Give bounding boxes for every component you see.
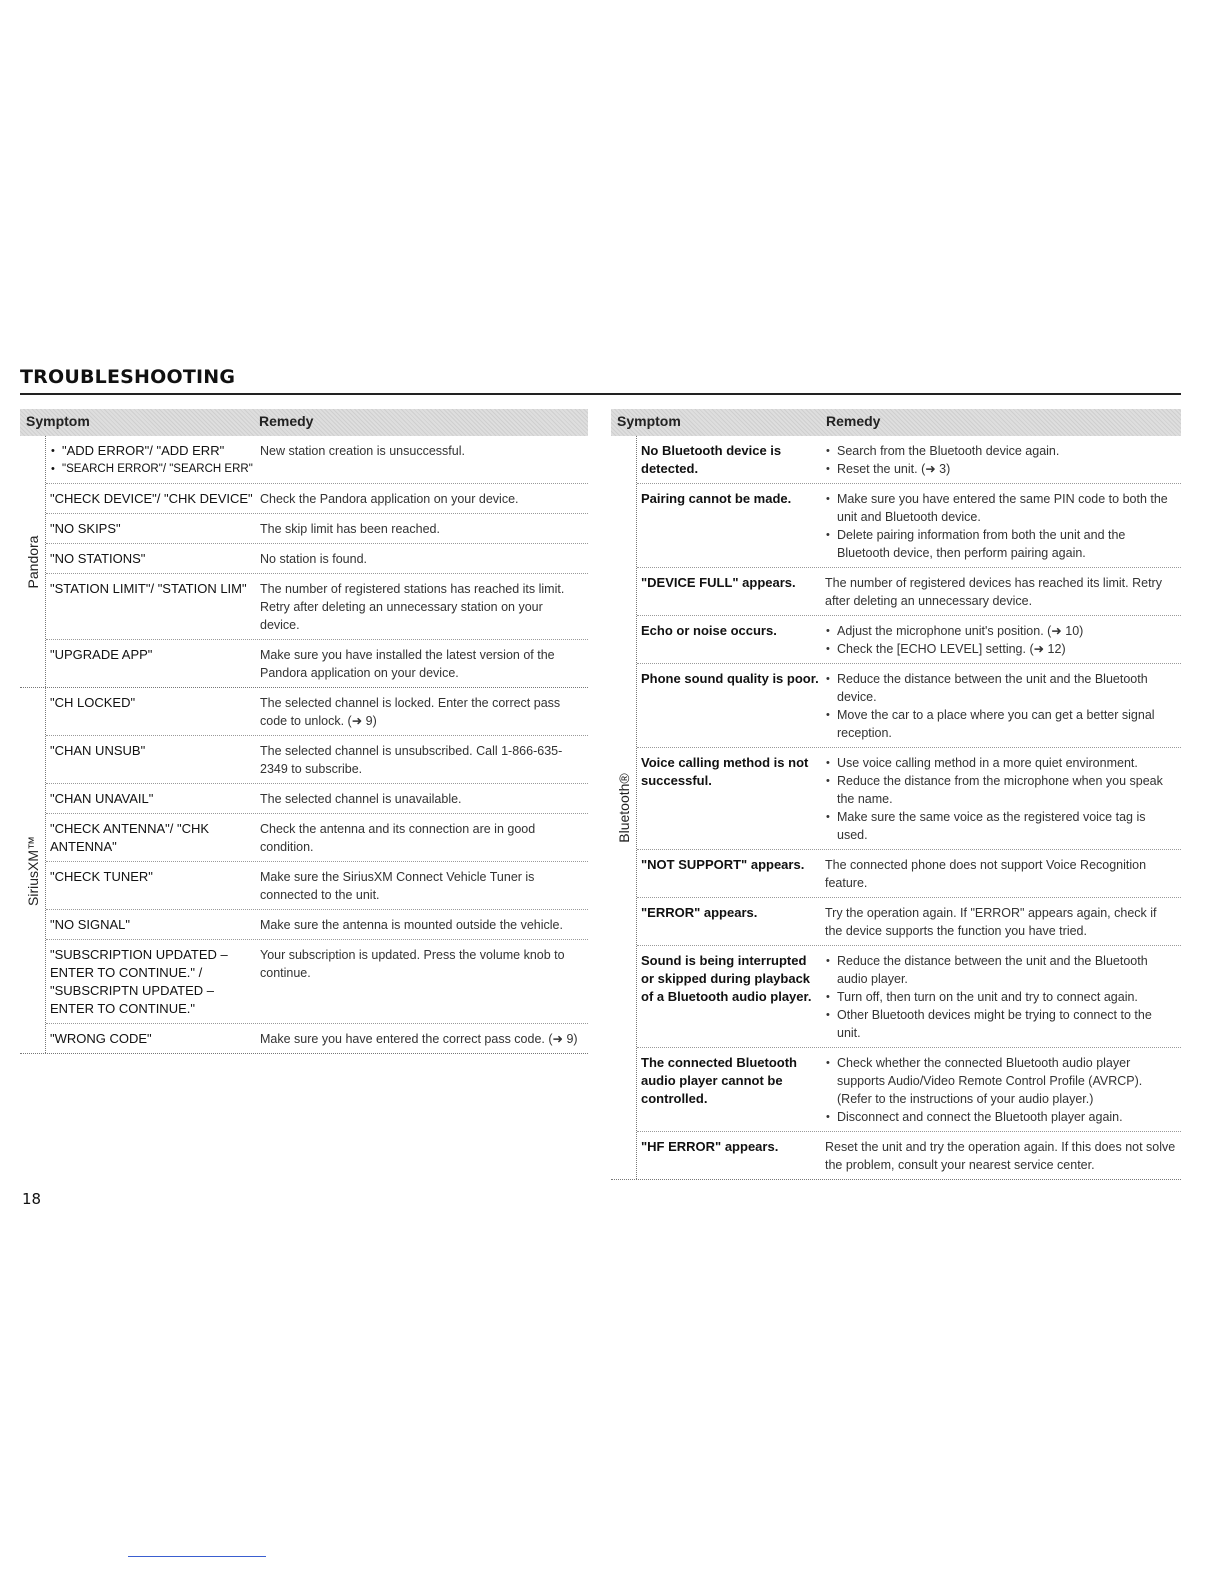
table-header (611, 409, 1181, 436)
remedy-list (825, 490, 1177, 562)
symptom-cell (46, 646, 260, 682)
remedy-text: The selected channel is unavailable. (260, 792, 462, 806)
remedy-item: • Adjust the microphone unit's position. (➜ 10) (825, 622, 1177, 640)
symptom-cell (46, 946, 260, 1018)
table-row (46, 640, 588, 687)
symptom-cell (46, 742, 260, 778)
remedy-cell (825, 670, 1181, 742)
table-row (637, 664, 1181, 748)
remedy-cell (260, 442, 588, 478)
symptom-cell (46, 820, 260, 856)
symptom-item: • "ADD ERROR"/ "ADD ERR" (50, 442, 254, 460)
remedy-item: • Reduce the distance between the unit and the Bluetooth device. (825, 670, 1177, 706)
remedy-text: The selected channel is locked. Enter the correct pass code to unlock. (➜ 9) (260, 696, 561, 728)
group-rows (46, 688, 588, 1053)
remedy-header: Remedy (826, 413, 881, 429)
table-row (637, 568, 1181, 616)
remedy-text: New station creation is unsuccessful. (260, 444, 465, 458)
symptom-text: "CHAN UNAVAIL" (50, 791, 154, 806)
remedy-cell (260, 868, 588, 904)
remedy-item: • Reduce the distance from the microphone when you speak the name. (825, 772, 1177, 808)
remedy-text: Make sure the antenna is mounted outside the vehicle. (260, 918, 563, 932)
table-group (20, 688, 588, 1054)
table-row (46, 784, 588, 814)
symptom-cell (637, 442, 825, 478)
remedy-item: • Reduce the distance between the unit and the Bluetooth audio player. (825, 952, 1177, 988)
group-rows (46, 436, 588, 687)
table-row (637, 1048, 1181, 1132)
symptom-cell (637, 754, 825, 844)
symptom-item: • "SEARCH ERROR"/ "SEARCH ERR" (50, 460, 254, 478)
symptom-cell (46, 916, 260, 934)
symptom-text: "CHECK DEVICE"/ "CHK DEVICE" (50, 491, 253, 506)
left-troubleshooting-table (20, 409, 588, 1054)
remedy-text: Make sure you have installed the latest version of the Pandora application on your device. (260, 648, 555, 680)
table-group (611, 436, 1181, 1180)
symptom-cell (637, 904, 825, 940)
symptom-text: Voice calling method is not successful. (641, 755, 809, 788)
remedy-item: • Other Bluetooth devices might be trying to connect to the unit. (825, 1006, 1177, 1042)
group-label (611, 436, 637, 1179)
symptom-text: "NO SKIPS" (50, 521, 121, 536)
remedy-item: • Check whether the connected Bluetooth audio player supports Audio/Video Remote Control Profile (AVRCP). (Refer to the instructions of your audio player.) (825, 1054, 1177, 1108)
symptom-cell (46, 580, 260, 634)
symptom-cell (46, 442, 260, 478)
remedy-cell (260, 790, 588, 808)
remedy-cell (825, 574, 1181, 610)
remedy-cell (825, 856, 1181, 892)
remedy-text: The skip limit has been reached. (260, 522, 440, 536)
symptom-cell (46, 868, 260, 904)
left-table-body (20, 436, 588, 1054)
group-label-text: SiriusXM™ (24, 835, 41, 906)
table-row (46, 814, 588, 862)
remedy-list (825, 1054, 1177, 1126)
group-label (20, 688, 46, 1053)
remedy-text: The number of registered stations has reached its limit. Retry after deleting an unnecessary station on your device. (260, 582, 565, 632)
remedy-cell (825, 1138, 1181, 1174)
remedy-cell (825, 622, 1181, 658)
symptom-text: "NO STATIONS" (50, 551, 146, 566)
remedy-text: Your subscription is updated. Press the volume knob to continue. (260, 948, 565, 980)
table-row (46, 574, 588, 640)
symptom-text: Sound is being interrupted or skipped during playback of a Bluetooth audio player. (641, 953, 812, 1004)
symptom-text: "CHAN UNSUB" (50, 743, 146, 758)
table-header (20, 409, 588, 436)
remedy-text: Make sure the SiriusXM Connect Vehicle Tuner is connected to the unit. (260, 870, 535, 902)
table-row (637, 1132, 1181, 1179)
table-row (46, 484, 588, 514)
table-row (46, 910, 588, 940)
remedy-cell (825, 1054, 1181, 1126)
right-table-body (611, 436, 1181, 1180)
symptom-cell (637, 490, 825, 562)
symptom-text: The connected Bluetooth audio player cannot be controlled. (641, 1055, 797, 1106)
table-row (637, 850, 1181, 898)
symptom-text: "HF ERROR" appears. (641, 1139, 779, 1154)
group-rows (637, 436, 1181, 1179)
remedy-cell (825, 904, 1181, 940)
remedy-text: No station is found. (260, 552, 368, 566)
remedy-cell (260, 520, 588, 538)
symptom-text: "SUBSCRIPTION UPDATED – ENTER TO CONTINUE." / "SUBSCRIPTN UPDATED – ENTER TO CONTINUE." (50, 947, 228, 1016)
remedy-item: • Reset the unit. (➜ 3) (825, 460, 1177, 478)
symptom-text: "WRONG CODE" (50, 1031, 152, 1046)
symptom-cell (46, 790, 260, 808)
symptom-cell (46, 490, 260, 508)
remedy-text: Check the antenna and its connection are in good condition. (260, 822, 536, 854)
symptom-text: No Bluetooth device is detected. (641, 443, 782, 476)
remedy-list (825, 442, 1177, 478)
remedy-list (825, 952, 1177, 1042)
remedy-cell (260, 742, 588, 778)
symptom-cell (637, 574, 825, 610)
symptom-cell (637, 622, 825, 658)
table-row (46, 436, 588, 484)
symptom-text: "CHECK TUNER" (50, 869, 153, 884)
table-row (637, 616, 1181, 664)
table-row (46, 862, 588, 910)
remedy-cell (260, 916, 588, 934)
remedy-cell (260, 550, 588, 568)
remedy-item: • Turn off, then turn on the unit and try to connect again. (825, 988, 1177, 1006)
table-row (637, 484, 1181, 568)
remedy-cell (260, 646, 588, 682)
remedy-cell (260, 820, 588, 856)
remedy-item: • Move the car to a place where you can get a better signal reception. (825, 706, 1177, 742)
symptom-cell (637, 670, 825, 742)
table-row (46, 688, 588, 736)
remedy-item: • Make sure the same voice as the registered voice tag is used. (825, 808, 1177, 844)
remedy-list (825, 622, 1177, 658)
symptom-cell (637, 1054, 825, 1126)
remedy-text: Make sure you have entered the correct pass code. (➜ 9) (260, 1032, 578, 1046)
page-title: TROUBLESHOOTING (20, 366, 236, 388)
group-label-text: Pandora (24, 535, 41, 588)
remedy-text: The number of registered devices has reached its limit. Retry after deleting an unnecessary device. (825, 576, 1162, 608)
table-row (637, 748, 1181, 850)
symptom-text: Pairing cannot be made. (641, 491, 792, 506)
symptom-text: Phone sound quality is poor. (641, 671, 819, 686)
footer-rule (128, 1556, 266, 1557)
table-row (46, 736, 588, 784)
table-row (637, 436, 1181, 484)
remedy-list (825, 670, 1177, 742)
right-troubleshooting-table (611, 409, 1181, 1180)
remedy-cell (260, 580, 588, 634)
table-row (46, 1024, 588, 1053)
table-row (637, 898, 1181, 946)
table-row (637, 946, 1181, 1048)
symptom-text: "NOT SUPPORT" appears. (641, 857, 805, 872)
remedy-list (825, 754, 1177, 844)
remedy-header: Remedy (259, 413, 314, 429)
remedy-cell (825, 952, 1181, 1042)
symptom-text: "CHECK ANTENNA"/ "CHK ANTENNA" (50, 821, 210, 854)
group-label (20, 436, 46, 687)
group-label-text: Bluetooth® (615, 772, 632, 843)
remedy-cell (260, 694, 588, 730)
remedy-text: Reset the unit and try the operation again. If this does not solve the problem, consult your nearest service center. (825, 1140, 1176, 1172)
remedy-cell (825, 490, 1181, 562)
remedy-cell (260, 490, 588, 508)
remedy-item: • Make sure you have entered the same PIN code to both the unit and Bluetooth device. (825, 490, 1177, 526)
symptom-cell (46, 550, 260, 568)
remedy-text: Try the operation again. If "ERROR" appears again, check if the device supports the function you have tried. (825, 906, 1157, 938)
remedy-cell (260, 946, 588, 1018)
symptom-cell (46, 694, 260, 730)
table-row (46, 544, 588, 574)
table-row (46, 940, 588, 1024)
symptom-text: "UPGRADE APP" (50, 647, 153, 662)
symptom-text: "NO SIGNAL" (50, 917, 131, 932)
remedy-item: • Check the [ECHO LEVEL] setting. (➜ 12) (825, 640, 1177, 658)
table-group (20, 436, 588, 688)
remedy-cell (260, 1030, 588, 1048)
remedy-item: • Search from the Bluetooth device again. (825, 442, 1177, 460)
remedy-text: The connected phone does not support Voice Recognition feature. (825, 858, 1147, 890)
remedy-cell (825, 442, 1181, 478)
symptom-cell (46, 520, 260, 538)
symptom-cell (637, 856, 825, 892)
remedy-text: Check the Pandora application on your device. (260, 492, 519, 506)
remedy-item: • Delete pairing information from both the unit and the Bluetooth device, then perform pairing again. (825, 526, 1177, 562)
page-number: 18 (22, 1190, 42, 1208)
symptom-text: Echo or noise occurs. (641, 623, 777, 638)
symptom-cell (637, 952, 825, 1042)
symptom-text: "DEVICE FULL" appears. (641, 575, 796, 590)
remedy-item: • Use voice calling method in a more quiet environment. (825, 754, 1177, 772)
title-rule (20, 393, 1181, 395)
remedy-text: The selected channel is unsubscribed. Call 1-866-635-2349 to subscribe. (260, 744, 563, 776)
remedy-item: • Disconnect and connect the Bluetooth player again. (825, 1108, 1177, 1126)
symptom-text: "CH LOCKED" (50, 695, 136, 710)
remedy-cell (825, 754, 1181, 844)
symptom-header: Symptom (617, 413, 681, 429)
symptom-text: "ERROR" appears. (641, 905, 758, 920)
symptom-header: Symptom (26, 413, 90, 429)
symptom-text: "STATION LIMIT"/ "STATION LIM" (50, 581, 247, 596)
symptom-list (50, 442, 254, 478)
table-row (46, 514, 588, 544)
symptom-cell (637, 1138, 825, 1174)
symptom-cell (46, 1030, 260, 1048)
